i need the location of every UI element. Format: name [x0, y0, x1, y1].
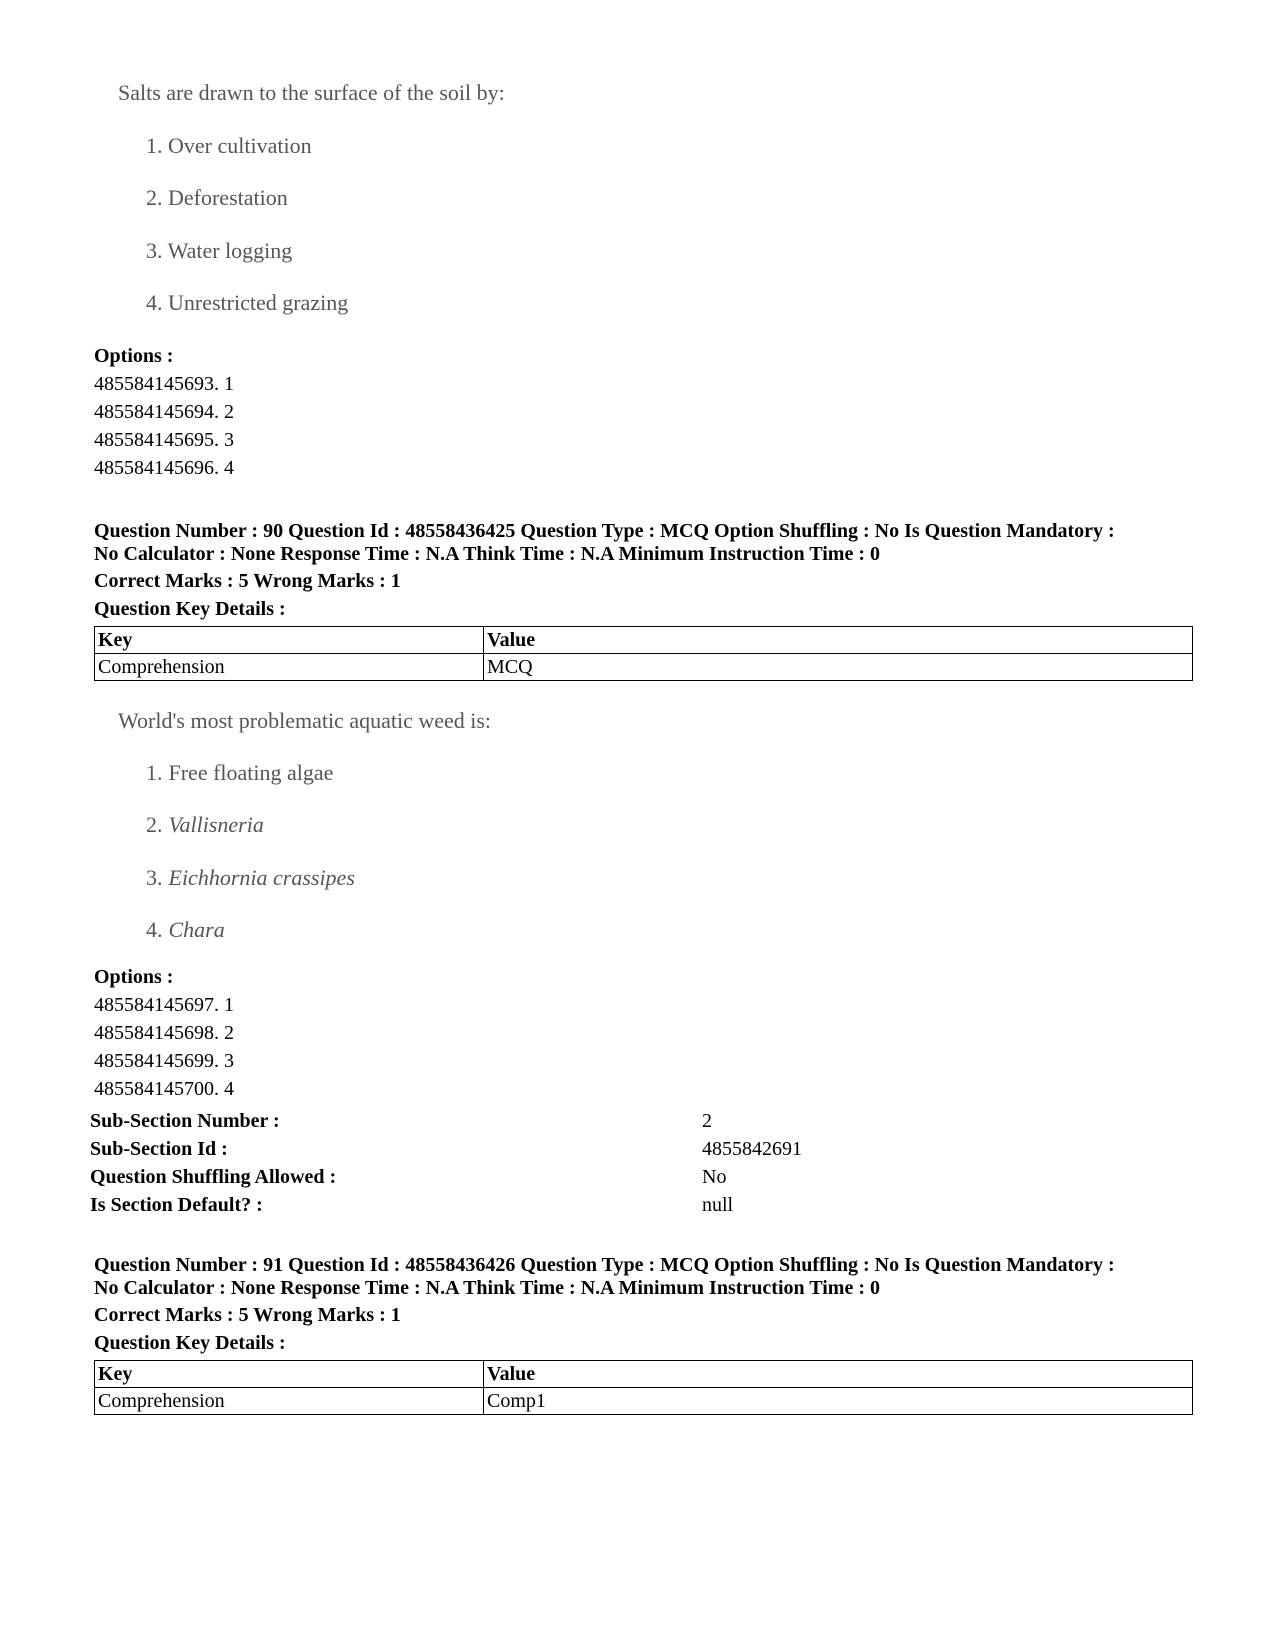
q90-choice-4: [146, 917, 225, 943]
q91-key-details-label: Question Key Details :: [94, 1332, 286, 1354]
q90-key-table: [94, 626, 1193, 681]
choice-text: Free floating algae: [168, 760, 334, 785]
table-row: [95, 1388, 1193, 1415]
table-header-key: Key: [95, 1361, 484, 1388]
table-header-key: Key: [95, 627, 484, 654]
q90-option-2: 485584145698. 2: [94, 1022, 234, 1044]
q90-header: [94, 520, 1204, 566]
choice-text: Chara: [168, 917, 225, 942]
table-header-value: Value: [484, 1361, 1193, 1388]
q89-options-label: Options :: [94, 345, 174, 367]
q89-option-3: 485584145695. 3: [94, 429, 234, 451]
subsection-number-value: 2: [702, 1110, 712, 1132]
q90-options-label: Options :: [94, 966, 174, 988]
q89-choice-4: 4. Unrestricted grazing: [146, 290, 349, 315]
q90-stem: World's most problematic aquatic weed is:: [118, 708, 492, 733]
table-header-row: [95, 1361, 1193, 1388]
q91-marks: Correct Marks : 5 Wrong Marks : 1: [94, 1304, 401, 1326]
q91-key-table: [94, 1360, 1193, 1415]
choice-text: Vallisneria: [168, 812, 264, 837]
choice-number: 1.: [146, 760, 163, 785]
q91-header: [94, 1254, 1204, 1300]
q89-option-4: 485584145696. 4: [94, 457, 234, 479]
table-header-row: [95, 627, 1193, 654]
table-row: [95, 654, 1193, 681]
section-default-label: Is Section Default? :: [90, 1194, 263, 1216]
question-shuffling-label: Question Shuffling Allowed :: [90, 1166, 337, 1188]
q90-key-details-label: Question Key Details :: [94, 598, 286, 620]
q89-choice-3: 3. Water logging: [146, 238, 293, 263]
q89-choice-2: 2. Deforestation: [146, 185, 288, 210]
q89-choice-1: 1. Over cultivation: [146, 133, 312, 158]
q90-option-3: 485584145699. 3: [94, 1050, 234, 1072]
choice-number: 3.: [146, 865, 163, 890]
q90-choice-3: [146, 865, 355, 891]
table-cell-key: Comprehension: [95, 654, 484, 681]
q91-header-line-1: Question Number : 91 Question Id : 48558436426 Question Type : MCQ Option Shuffling : No Is Question Mandatory :: [94, 1254, 1115, 1276]
subsection-id-label: Sub-Section Id :: [90, 1138, 228, 1160]
q91-header-line-2: No Calculator : None Response Time : N.A Think Time : N.A Minimum Instruction Time : 0: [94, 1277, 880, 1299]
q90-marks: Correct Marks : 5 Wrong Marks : 1: [94, 570, 401, 592]
subsection-id-value: 4855842691: [702, 1138, 802, 1160]
table-cell-value: MCQ: [484, 654, 1193, 681]
q90-choice-2: [146, 812, 264, 838]
q90-option-4: 485584145700. 4: [94, 1078, 234, 1100]
q90-header-line-1: Question Number : 90 Question Id : 48558436425 Question Type : MCQ Option Shuffling : No Is Question Mandatory :: [94, 520, 1115, 542]
q90-choice-1: [146, 760, 333, 786]
choice-text: Eichhornia crassipes: [168, 865, 355, 890]
question-shuffling-value: No: [702, 1166, 727, 1188]
choice-number: 4.: [146, 917, 163, 942]
q89-stem: Salts are drawn to the surface of the soil by:: [118, 80, 505, 105]
q90-option-1: 485584145697. 1: [94, 994, 234, 1016]
subsection-number-label: Sub-Section Number :: [90, 1110, 280, 1132]
table-cell-key: Comprehension: [95, 1388, 484, 1415]
choice-number: 2.: [146, 812, 163, 837]
q89-option-2: 485584145694. 2: [94, 401, 234, 423]
table-cell-value: Comp1: [484, 1388, 1193, 1415]
section-default-value: null: [702, 1194, 734, 1216]
table-header-value: Value: [484, 627, 1193, 654]
q89-option-1: 485584145693. 1: [94, 373, 234, 395]
q90-header-line-2: No Calculator : None Response Time : N.A Think Time : N.A Minimum Instruction Time : 0: [94, 543, 880, 565]
